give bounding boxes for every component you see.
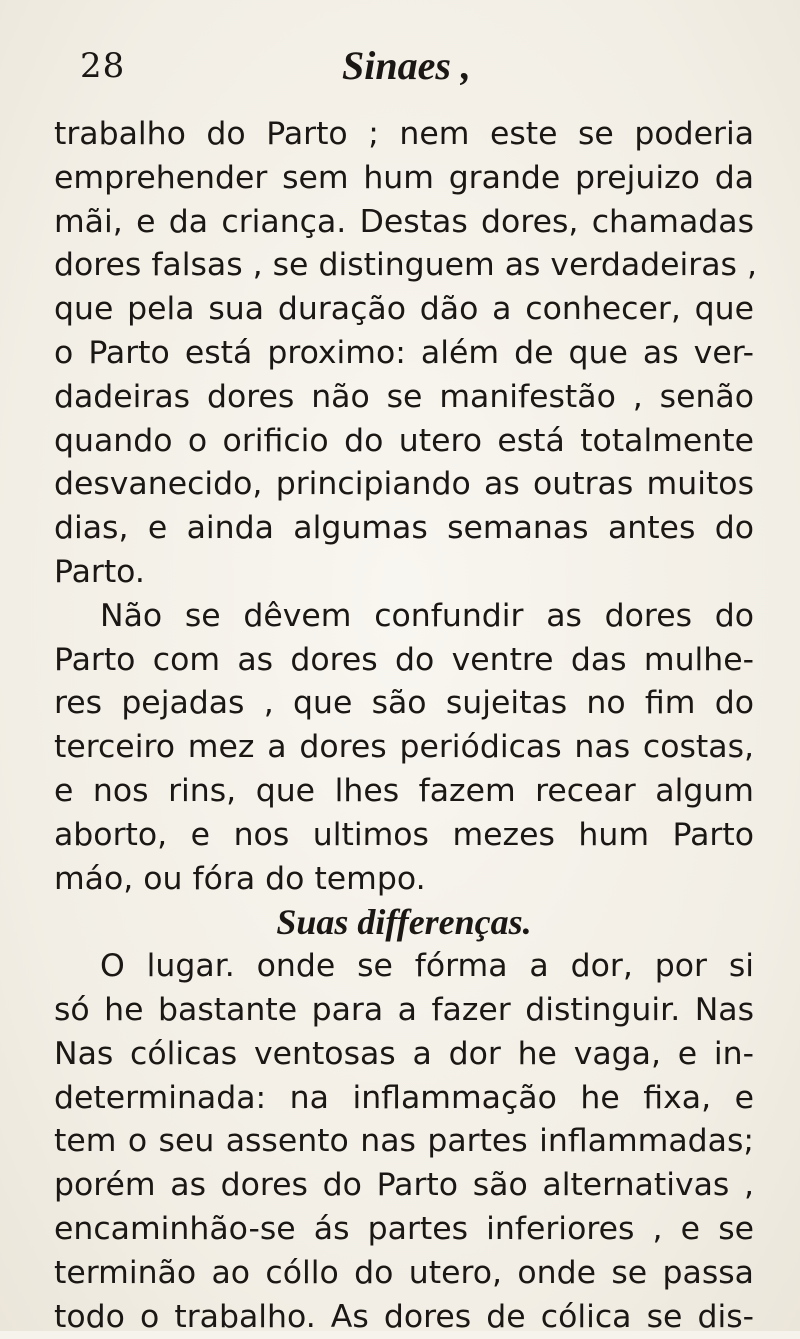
section-heading: Suas differenças. [276,902,532,943]
text-line: mãi, e da criança. Destas dores, chamadas [54,203,754,240]
text-line: máo, ou fóra do tempo. [54,860,426,897]
text-line: terceiro mez a dores periódicas nas costas, [54,729,754,766]
text-line: dias, e ainda algumas semanas antes do [54,510,754,547]
text-line: dores falsas , se distinguem as verdadeiras , [54,247,757,284]
text-line: encaminhão-se ás partes inferiores , e se [54,1210,754,1247]
text-line: desvanecido, principiando as outras muitos [54,466,754,503]
text-line: dadeiras dores não se manifestão , senão [54,378,754,415]
paragraph-start: O lugar. onde se fórma a dor, por si [100,948,754,985]
text-line: só he bastante para a fazer distinguir. Nas [54,991,754,1028]
text-line: tem o seu assento nas partes inflammadas; [54,1123,754,1160]
text-line: todo o trabalho. As dores de cólica se dis- [54,1298,754,1335]
text-line: o Parto está proximo: além de que as ver- [54,334,754,371]
page-number: 28 [80,46,126,86]
paragraph-start: Não se dêvem confundir as dores do [100,597,754,634]
text-line: res pejadas , que são sujeitas no fim do [54,685,754,722]
text-line: porém as dores do Parto são alternativas , [54,1167,754,1204]
text-line: Parto. [54,553,145,590]
text-line: terminão ao cóllo do utero, onde se passa [54,1254,754,1291]
text-line: aborto, e nos ultimos mezes hum Parto [54,816,754,853]
text-line: que pela sua duração dão a conhecer, que [54,291,754,328]
text-line: Parto com as dores do ventre das mulhe- [54,641,754,678]
text-line: quando o orificio do utero está totalmente [54,422,754,459]
body-text [54,113,757,1339]
text-line: Nas cólicas ventosas a dor he vaga, e in- [54,1035,754,1072]
text-line: e nos rins, que lhes fazem recear algum [54,772,754,809]
text-line: determinada: na inflammação he fixa, e [54,1079,754,1116]
text-line: trabalho do Parto ; nem este se poderia [54,116,754,152]
running-head [80,42,760,98]
running-title: Sinaes , [342,43,471,88]
text-line: emprehender sem hum grande prejuizo da [54,159,754,196]
